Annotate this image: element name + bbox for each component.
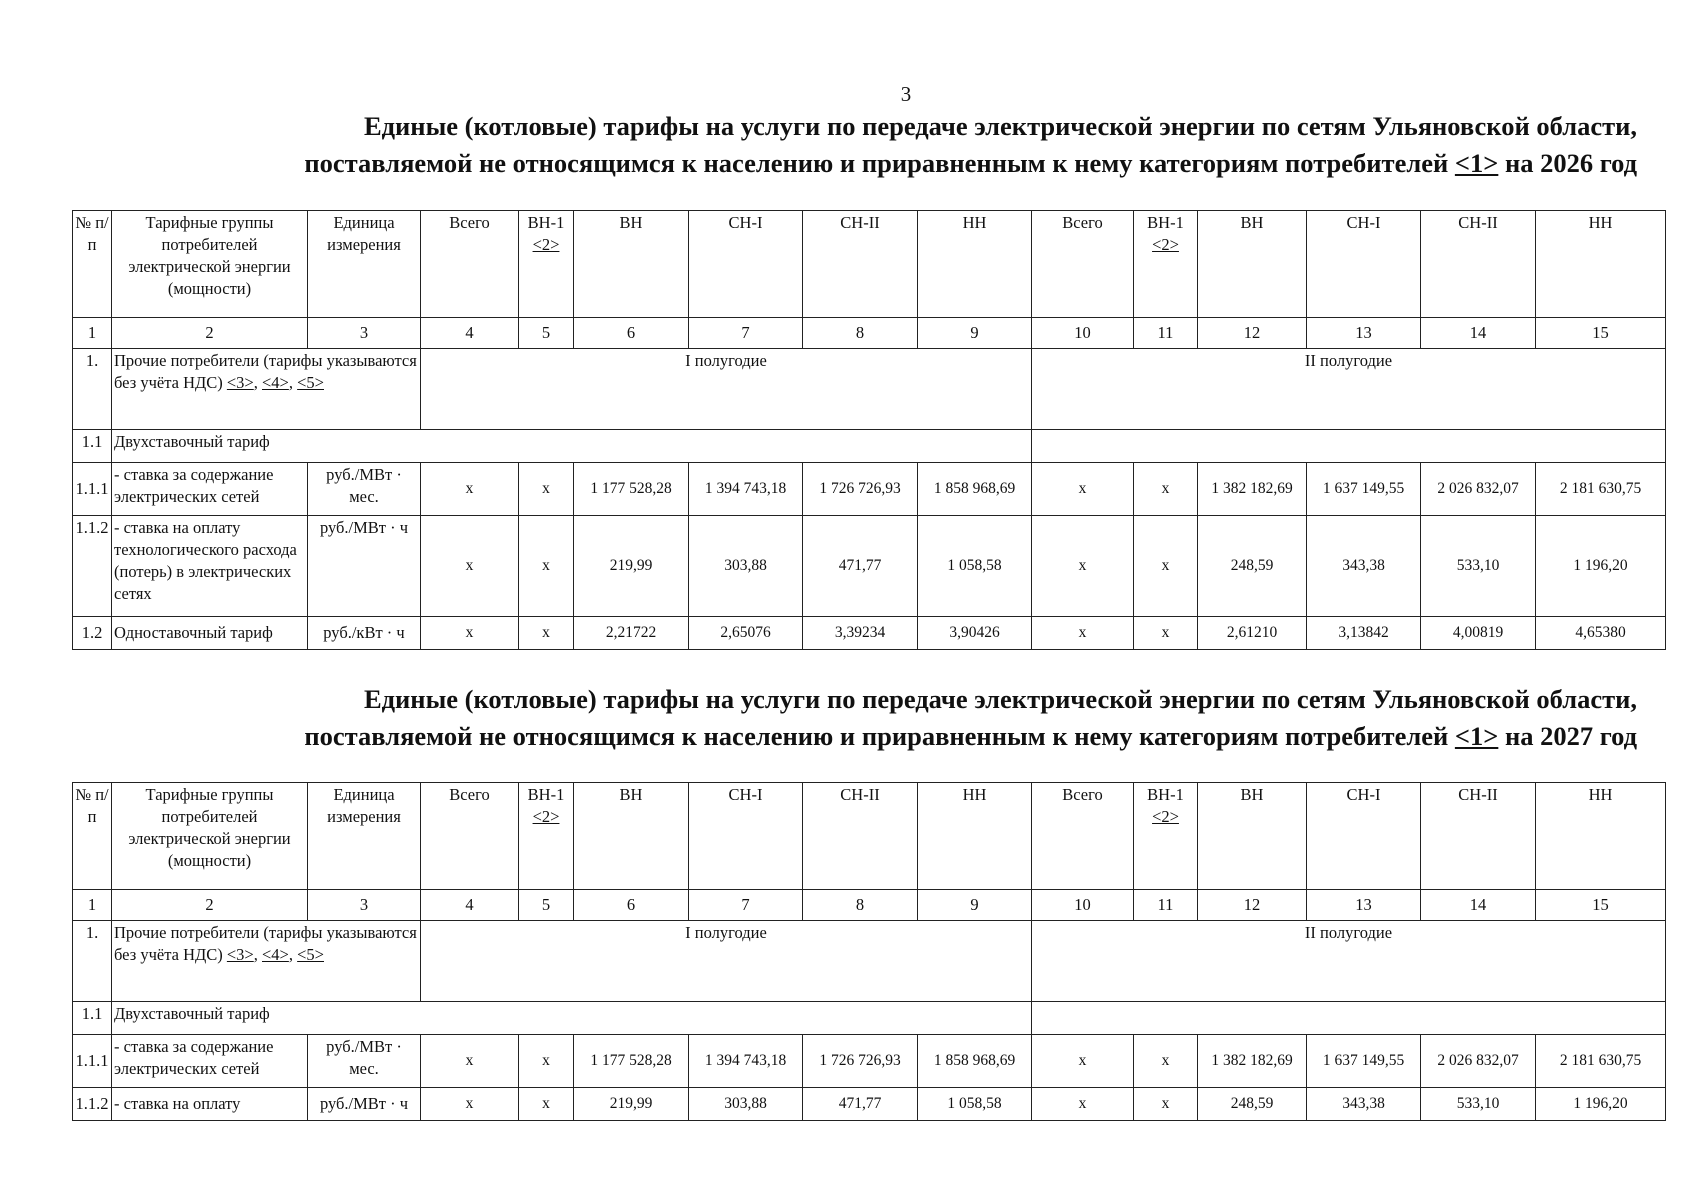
value-cell: 303,88 [689, 1088, 803, 1121]
section-title: Прочие потребители (тарифы указываются без учёта НДС) <3>, <4>, <5> [112, 349, 421, 430]
value-cell: 1 637 149,55 [1307, 1035, 1421, 1088]
footnote-ref-2: <2> [532, 807, 560, 826]
header-cell: СН-II [1421, 783, 1536, 890]
value-cell: x [1032, 617, 1134, 650]
table-1-title [304, 108, 1637, 182]
header-cell: ВН-1 <2> [519, 211, 574, 318]
value-cell: 1 394 743,18 [689, 463, 803, 516]
table-2-title-line-1: Единые (котловые) тарифы на услуги по передаче электрической энергии по сетям Ульяновской области, [363, 684, 1637, 714]
column-number: 13 [1307, 890, 1421, 921]
column-number: 6 [574, 890, 689, 921]
tariff-table-2027 [72, 782, 1666, 1121]
value-cell: 1 382 182,69 [1198, 1035, 1307, 1088]
value-cell: 3,13842 [1307, 617, 1421, 650]
header-cell: СН-I [1307, 211, 1421, 318]
value-cell: x [1032, 1035, 1134, 1088]
footnote-ref-5: <5> [297, 945, 324, 964]
value-cell: 533,10 [1421, 1088, 1536, 1121]
value-cell: x [421, 1035, 519, 1088]
column-number: 9 [918, 890, 1032, 921]
value-cell: 471,77 [803, 516, 918, 617]
row-number: 1.1.2 [73, 1088, 112, 1121]
value-cell: x [519, 516, 574, 617]
header-cell: № п/п [73, 783, 112, 890]
header-row [73, 211, 1666, 318]
value-cell: 1 858 968,69 [918, 463, 1032, 516]
value-cell: 248,59 [1198, 516, 1307, 617]
value-cell: 1 177 528,28 [574, 463, 689, 516]
row-label: - ставка за содержание электрических сетей [112, 463, 308, 516]
value-cell: 343,38 [1307, 516, 1421, 617]
header-cell: ВН [574, 783, 689, 890]
value-cell: 2 026 832,07 [1421, 463, 1536, 516]
header-cell: НН [1536, 783, 1666, 890]
header-cell: Тарифные группы потребителей электрической энергии (мощности) [112, 211, 308, 318]
value-cell: x [519, 1035, 574, 1088]
header-cell: СН-I [689, 211, 803, 318]
half-year-2-label: II полугодие [1032, 349, 1666, 430]
column-number-row [73, 318, 1666, 349]
value-cell: 1 196,20 [1536, 1088, 1666, 1121]
table-1-title-line-2: поставляемой не относящимся к населению и приравненным к нему категориям потребителей <1> на 2026 год [304, 148, 1637, 178]
value-cell: x [421, 463, 519, 516]
value-cell: 1 726 726,93 [803, 463, 918, 516]
value-cell: 2,61210 [1198, 617, 1307, 650]
header-cell: ВН [1198, 783, 1307, 890]
row-label: - ставка на оплату [112, 1088, 308, 1121]
footnote-ref-5: <5> [297, 373, 324, 392]
header-cell: Всего [1032, 783, 1134, 890]
table-2-title-line-2: поставляемой не относящимся к населению и приравненным к нему категориям потребителей <1> на 2027 год [304, 721, 1637, 751]
unit-cell: руб./МВт · ч [308, 516, 421, 617]
table-row [73, 1088, 1666, 1121]
column-number: 5 [519, 890, 574, 921]
row-number: 1.1 [73, 1002, 112, 1035]
half-year-1-label: I полугодие [421, 349, 1032, 430]
column-number: 11 [1134, 890, 1198, 921]
unit-cell: руб./кВт · ч [308, 617, 421, 650]
header-cell: СН-I [689, 783, 803, 890]
row-label: - ставка на оплату технологического расхода (потерь) в электрических сетях [112, 516, 308, 617]
value-cell: x [1134, 1035, 1198, 1088]
value-cell: 2 181 630,75 [1536, 1035, 1666, 1088]
value-cell: x [1134, 463, 1198, 516]
column-number-row [73, 890, 1666, 921]
header-cell: ВН [574, 211, 689, 318]
column-number: 7 [689, 318, 803, 349]
column-number: 6 [574, 318, 689, 349]
value-cell: x [519, 463, 574, 516]
column-number: 8 [803, 890, 918, 921]
value-cell: 1 726 726,93 [803, 1035, 918, 1088]
footnote-ref-2: <2> [1152, 235, 1179, 254]
header-cell: СН-II [803, 783, 918, 890]
unit-cell: руб./МВт · мес. [308, 1035, 421, 1088]
column-number: 13 [1307, 318, 1421, 349]
column-number: 9 [918, 318, 1032, 349]
tariff-table-2026 [72, 210, 1666, 650]
footnote-ref-1: <1> [1454, 148, 1499, 178]
value-cell: x [519, 1088, 574, 1121]
row-number: 1.1.1 [73, 463, 112, 516]
value-cell: x [519, 617, 574, 650]
value-cell: x [1134, 617, 1198, 650]
header-cell: Всего [1032, 211, 1134, 318]
footnote-ref-1: <1> [1454, 721, 1499, 751]
empty-cell [1032, 430, 1666, 463]
value-cell: x [1032, 516, 1134, 617]
footnote-ref-2: <2> [1152, 807, 1179, 826]
footnote-ref-4: <4> [262, 373, 289, 392]
column-number: 7 [689, 890, 803, 921]
column-number: 8 [803, 318, 918, 349]
header-cell: Всего [421, 783, 519, 890]
column-number: 1 [73, 890, 112, 921]
column-number: 10 [1032, 890, 1134, 921]
two-part-tariff-row [73, 1002, 1666, 1035]
value-cell: 533,10 [1421, 516, 1536, 617]
column-number: 12 [1198, 890, 1307, 921]
value-cell: 2 026 832,07 [1421, 1035, 1536, 1088]
header-cell: № п/п [73, 211, 112, 318]
table-row [73, 1035, 1666, 1088]
row-label: Одноставочный тариф [112, 617, 308, 650]
column-number: 3 [308, 318, 421, 349]
row-label: Двухставочный тариф [112, 1002, 1032, 1035]
value-cell: 1 177 528,28 [574, 1035, 689, 1088]
row-number: 1.1 [73, 430, 112, 463]
unit-cell: руб./МВт · ч [308, 1088, 421, 1121]
two-part-tariff-row [73, 430, 1666, 463]
column-number: 10 [1032, 318, 1134, 349]
value-cell: 248,59 [1198, 1088, 1307, 1121]
header-cell: ВН-1 <2> [1134, 783, 1198, 890]
value-cell: 1 637 149,55 [1307, 463, 1421, 516]
empty-cell [1032, 1002, 1666, 1035]
column-number: 12 [1198, 318, 1307, 349]
row-label: - ставка за содержание электрических сетей [112, 1035, 308, 1088]
value-cell: 1 382 182,69 [1198, 463, 1307, 516]
header-cell: ВН-1 <2> [519, 783, 574, 890]
header-cell: НН [918, 211, 1032, 318]
column-number: 3 [308, 890, 421, 921]
value-cell: 303,88 [689, 516, 803, 617]
half-year-1-label: I полугодие [421, 921, 1032, 1002]
value-cell: 2,65076 [689, 617, 803, 650]
header-cell: ВН [1198, 211, 1307, 318]
header-cell: НН [918, 783, 1032, 890]
value-cell: 4,65380 [1536, 617, 1666, 650]
column-number: 15 [1536, 318, 1666, 349]
header-cell: Единица измерения [308, 211, 421, 318]
table-1-title-line-1: Единые (котловые) тарифы на услуги по передаче электрической энергии по сетям Ульяновской области, [363, 111, 1637, 141]
column-number: 4 [421, 890, 519, 921]
page-number: 3 [900, 82, 912, 106]
column-number: 11 [1134, 318, 1198, 349]
value-cell: x [1032, 1088, 1134, 1121]
value-cell: 1 058,58 [918, 1088, 1032, 1121]
column-number: 15 [1536, 890, 1666, 921]
table-row [73, 617, 1666, 650]
column-number: 2 [112, 318, 308, 349]
column-number: 14 [1421, 318, 1536, 349]
section-row [73, 349, 1666, 430]
value-cell: 219,99 [574, 516, 689, 617]
column-number: 5 [519, 318, 574, 349]
value-cell: 2 181 630,75 [1536, 463, 1666, 516]
table-row [73, 516, 1666, 617]
value-cell: x [421, 617, 519, 650]
header-row [73, 783, 1666, 890]
header-cell: СН-I [1307, 783, 1421, 890]
section-row [73, 921, 1666, 1002]
value-cell: 3,90426 [918, 617, 1032, 650]
value-cell: x [421, 1088, 519, 1121]
row-number: 1. [73, 921, 112, 1002]
column-number: 4 [421, 318, 519, 349]
value-cell: x [1032, 463, 1134, 516]
row-label: Двухставочный тариф [112, 430, 1032, 463]
unit-cell: руб./МВт · мес. [308, 463, 421, 516]
value-cell: x [1134, 1088, 1198, 1121]
value-cell: 2,21722 [574, 617, 689, 650]
header-cell: Тарифные группы потребителей электрической энергии (мощности) [112, 783, 308, 890]
table-2-title [304, 681, 1637, 755]
footnote-ref-3: <3> [226, 945, 254, 964]
header-cell: СН-II [1421, 211, 1536, 318]
footnote-ref-2: <2> [532, 235, 560, 254]
value-cell: 1 858 968,69 [918, 1035, 1032, 1088]
column-number: 14 [1421, 890, 1536, 921]
value-cell: 219,99 [574, 1088, 689, 1121]
header-cell: Единица измерения [308, 783, 421, 890]
column-number: 2 [112, 890, 308, 921]
value-cell: x [421, 516, 519, 617]
value-cell: x [1134, 516, 1198, 617]
row-number: 1.1.2 [73, 516, 112, 617]
section-title: Прочие потребители (тарифы указываются без учёта НДС) <3>, <4>, <5> [112, 921, 421, 1002]
value-cell: 4,00819 [1421, 617, 1536, 650]
header-cell: СН-II [803, 211, 918, 318]
value-cell: 3,39234 [803, 617, 918, 650]
value-cell: 471,77 [803, 1088, 918, 1121]
header-cell: ВН-1 <2> [1134, 211, 1198, 318]
header-cell: НН [1536, 211, 1666, 318]
footnote-ref-3: <3> [226, 373, 254, 392]
table-row [73, 463, 1666, 516]
footnote-ref-4: <4> [262, 945, 289, 964]
value-cell: 1 058,58 [918, 516, 1032, 617]
header-cell: Всего [421, 211, 519, 318]
half-year-2-label: II полугодие [1032, 921, 1666, 1002]
value-cell: 1 196,20 [1536, 516, 1666, 617]
value-cell: 343,38 [1307, 1088, 1421, 1121]
row-number: 1.2 [73, 617, 112, 650]
column-number: 1 [73, 318, 112, 349]
value-cell: 1 394 743,18 [689, 1035, 803, 1088]
row-number: 1.1.1 [73, 1035, 112, 1088]
row-number: 1. [73, 349, 112, 430]
